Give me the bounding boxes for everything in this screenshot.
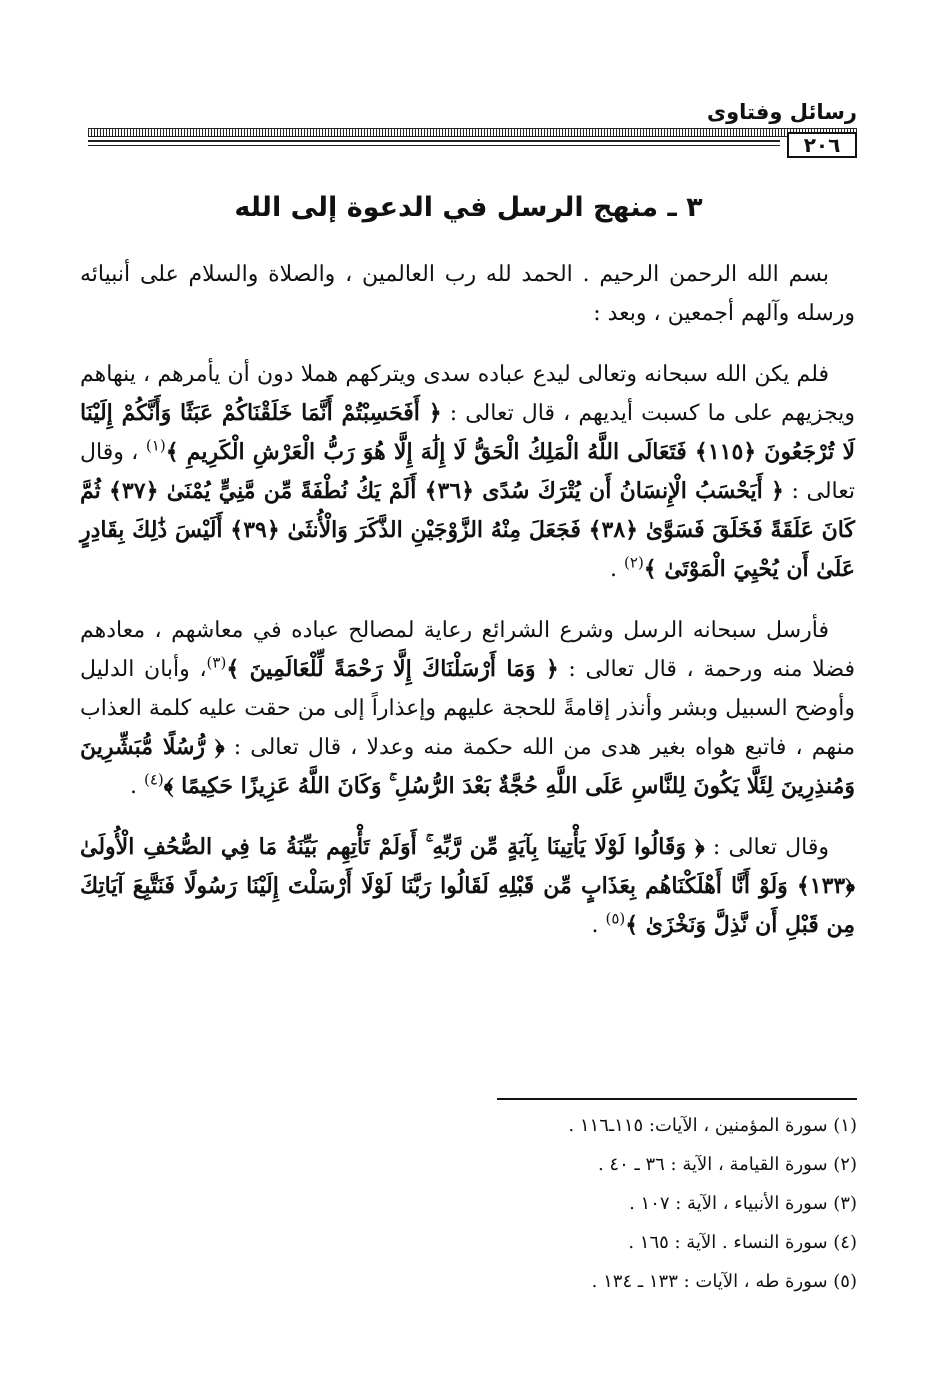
paragraph-text: فأرسل سبحانه الرسل وشرع الشرائع رعاية لمصالح عباده في معاشهم ، معادهم فضلا منه ورحمة ، قال تعالى : (80, 618, 855, 682)
quran-verse: ﴿ وَمَا أَرْسَلْنَاكَ إِلَّا رَحْمَةً لِّلْعَالَمِينَ ﴾ (226, 656, 559, 682)
paragraph-text: . (610, 557, 625, 582)
header-rule-secondary (88, 145, 780, 146)
paragraph-4 (80, 828, 855, 945)
quran-verse: ﴿ رُّسُلًا مُّبَشِّرِينَ وَمُنذِرِينَ لِئَلَّا يَكُونَ لِلنَّاسِ عَلَى اللَّهِ حُجَّةٌ بَعْدَ الرُّسُلِ ۚ وَكَانَ اللَّهُ عَزِيزًا حَكِيمًا ﴾ (80, 734, 855, 799)
footnote-item: (٢) سورة القيامة ، الآية : ٣٦ ـ ٤٠ . (597, 1154, 857, 1175)
header-hatched-rule (88, 128, 857, 137)
body-text (80, 255, 855, 967)
footnote-item: (١) سورة المؤمنين ، الآيات: ١١٥ـ١١٦ . (568, 1115, 857, 1136)
footnote-item: (٥) سورة طه ، الآيات : ١٣٣ ـ ١٣٤ . (591, 1271, 857, 1292)
footnote-item: (٤) سورة النساء . الآية : ١٦٥ . (628, 1232, 857, 1253)
paragraph-opening: بسم الله الرحمن الرحيم . الحمد لله رب العالمين ، والصلاة والسلام على أنبيائه ورسله وآلهم أجمعين ، وبعد : (80, 262, 855, 326)
quran-verse: ﴿ وَقَالُوا لَوْلَا يَأْتِينَا بِآيَةٍ مِّن رَّبِّهِ ۚ أَوَلَمْ تَأْتِهِم بَيِّنَةُ مَا فِي الصُّحُفِ الْأُولَىٰ ﴿١٣٣﴾ وَلَوْ أَنَّا أَهْلَكْنَاهُم بِعَذَابٍ مِّن قَبْلِهِ لَقَالُوا رَبَّنَا لَوْلَا أَرْسَلْتَ إِلَيْنَا رَسُولًا فَنَتَّبِعَ آيَاتِكَ مِن قَبْلِ أَن نَّذِلَّ وَنَخْزَىٰ ﴾ (80, 834, 855, 938)
footnote-ref: (٥) (605, 909, 626, 928)
quran-verse: ﴿ أَيَحْسَبُ الْإِنسَانُ أَن يُتْرَكَ سُدًى ﴿٣٦﴾ أَلَمْ يَكُ نُطْفَةً مِّن مَّنِيٍّ يُمْنَىٰ ﴿٣٧﴾ ثُمَّ كَانَ عَلَقَةً فَخَلَقَ فَسَوَّىٰ ﴿٣٨﴾ فَجَعَلَ مِنْهُ الزَّوْجَيْنِ الذَّكَرَ وَالْأُنثَىٰ ﴿٣٩﴾ أَلَيْسَ ذَٰلِكَ بِقَادِرٍ عَلَىٰ أَن يُحْيِيَ الْمَوْتَىٰ ﴾ (80, 478, 855, 582)
paragraph-2 (80, 355, 855, 589)
paragraph-text: ، وأبان الدليل وأوضح السبيل وبشر وأنذر إقامةً للحجة عليهم وإعذاراً إلى من حقت عليه كلمة العذاب منهم ، فاتبع هواه بغير هدى من الله حكمة منه وعدلا ، قال تعالى : (80, 657, 855, 760)
quran-verse: ﴿ أَفَحَسِبْتُمْ أَنَّمَا خَلَقْنَاكُمْ عَبَثًا وَأَنَّكُمْ إِلَيْنَا لَا تُرْجَعُونَ ﴿١١٥﴾ فَتَعَالَى اللَّهُ الْمَلِكُ الْحَقُّ لَا إِلَٰهَ إِلَّا هُوَ رَبُّ الْعَرْشِ الْكَرِيمِ ﴾ (80, 400, 855, 465)
running-title: رسائل وفتاوى (706, 100, 857, 124)
paragraph-3 (80, 611, 855, 806)
footnote-separator (497, 1098, 857, 1100)
footnote-ref: (٣) (206, 653, 227, 672)
footnote-ref: (٤) (143, 770, 164, 789)
page-number: ٢٠٦ (787, 132, 857, 158)
paragraph-text: . (591, 913, 606, 938)
paragraph-text: فلم يكن الله سبحانه وتعالى ليدع عباده سدى ويتركهم هملا دون أن يأمرهم ، ينهاهم ويجزيهم على ما كسبت أيديهم ، قال تعالى : (80, 362, 856, 426)
footnotes (200, 1106, 857, 1301)
header-rule (88, 140, 780, 142)
paragraph-text: وقال تعالى : (704, 835, 829, 860)
chapter-title: ٣ ـ منهج الرسل في الدعوة إلى الله (234, 192, 703, 223)
footnote-item: (٣) سورة الأنبياء ، الآية : ١٠٧ . (629, 1193, 857, 1214)
footnote-ref: (١) (145, 436, 166, 455)
footnote-ref: (٢) (624, 553, 644, 572)
paragraph-text: ، وقال تعالى : (80, 440, 856, 504)
paragraph-text: . (129, 774, 144, 799)
